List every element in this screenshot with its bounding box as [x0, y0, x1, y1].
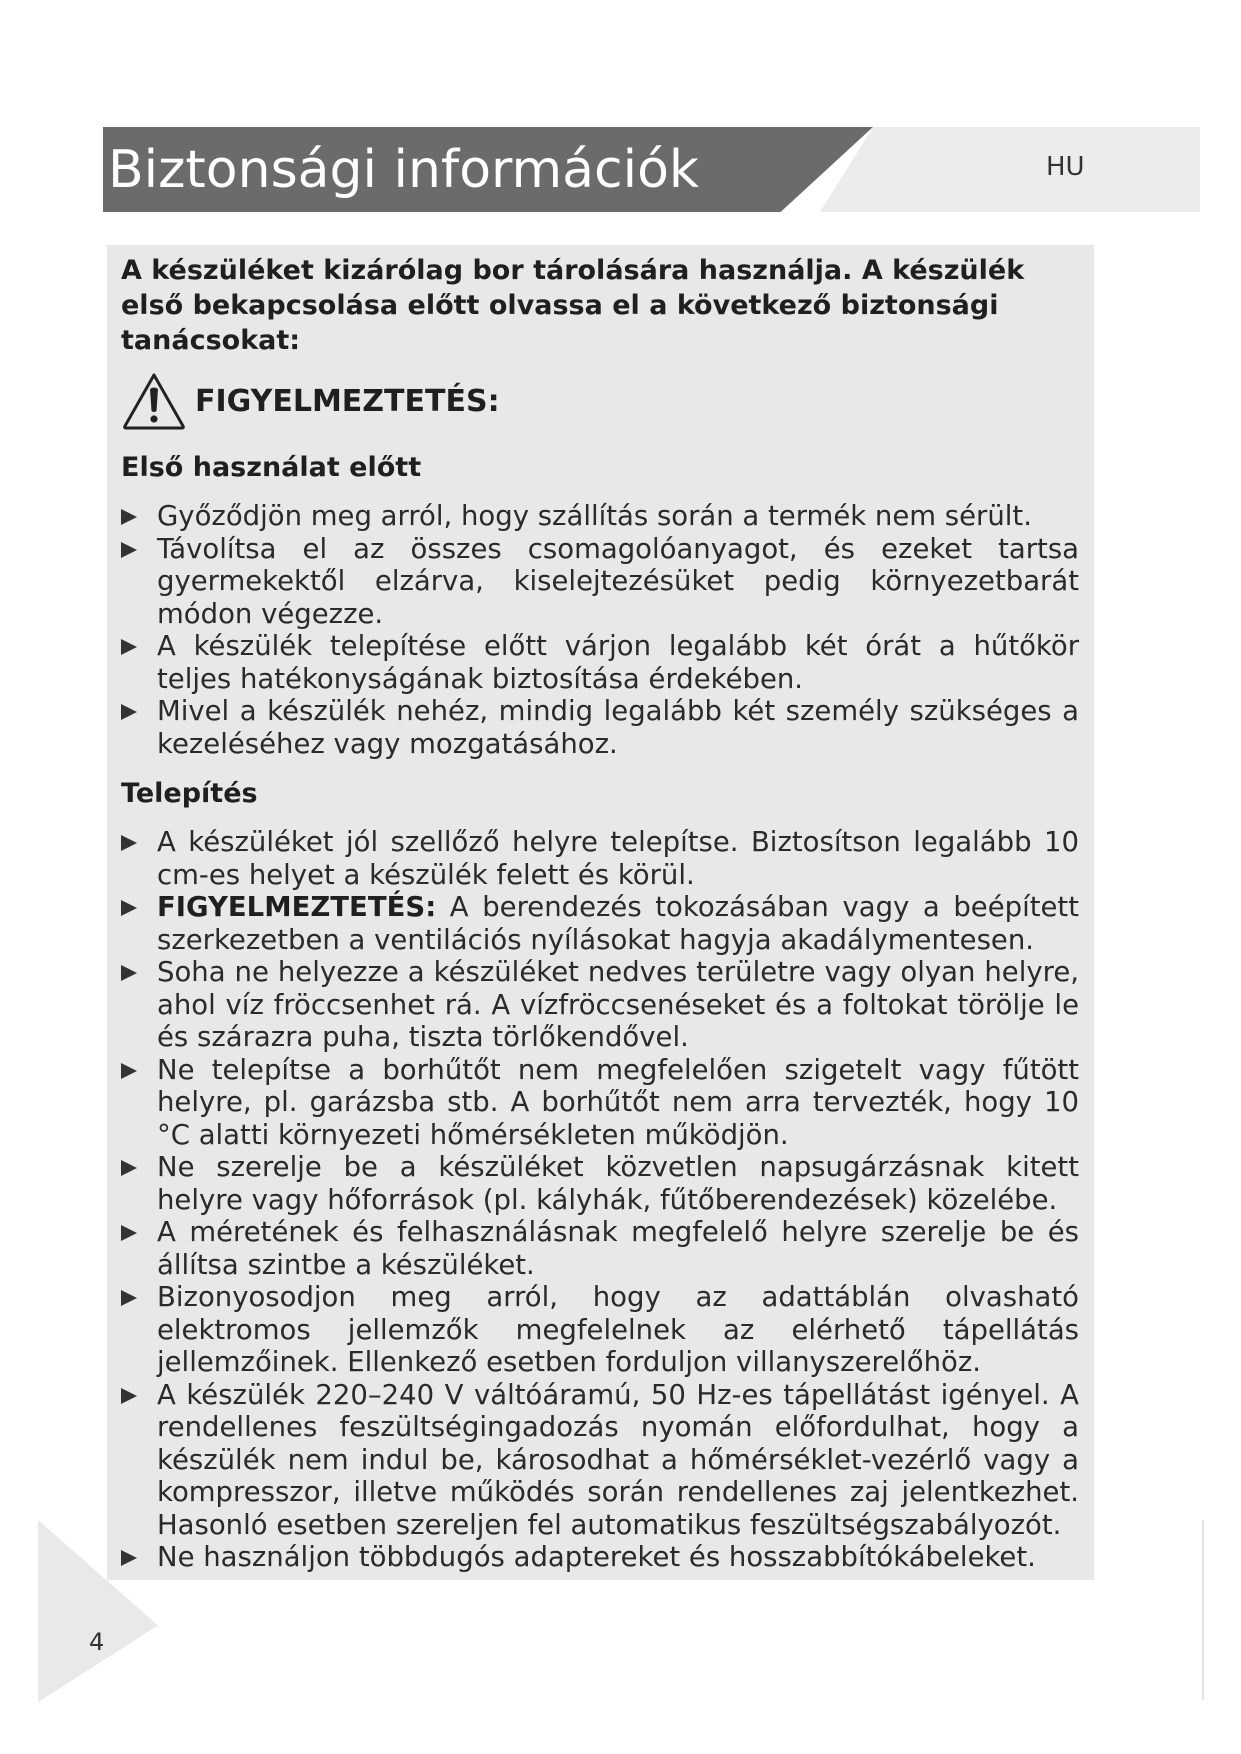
- intro-text: A készüléket kizárólag bor tárolására használja. A készülék első bekapcsolása előtt olvassa el a következő biztonsági tanácsokat:: [121, 255, 1025, 356]
- bullet-arrow-icon: [121, 509, 137, 525]
- list-item: [121, 891, 1079, 956]
- list-item-text: A berendezés tokozásában vagy a beépített szerkezetben a ventilációs nyílásokat hagyja akadálymentesen.: [157, 891, 1079, 956]
- first-use-list: [121, 500, 1079, 760]
- bullet-arrow-icon: [121, 835, 137, 851]
- section-title-installation: Telepítés: [121, 778, 258, 809]
- list-item-text: Ne telepítse a borhűtőt nem megfelelően szigetelt vagy fűtött helyre, pl. garázsba stb. A borhűtőt nem arra tervezték, hogy 10 °C alatti környezeti hőmérsékleten működjön.: [157, 1053, 1079, 1151]
- list-item-text: A méretének és felhasználásnak megfelelő helyre szerelje be és állítsa szintbe a készüléket.: [157, 1216, 1079, 1281]
- list-item: [121, 826, 1079, 891]
- language-code: HU: [1046, 152, 1085, 182]
- section-title-first-use: Első használat előtt: [121, 452, 422, 483]
- list-item: [121, 1216, 1079, 1281]
- bullet-arrow-icon: [121, 1225, 137, 1241]
- list-item-text: Távolítsa el az összes csomagolóanyagot, és ezeket tartsa gyermekektől elzárva, kiselejtezésüket pedig környezetbarát módon végezze.: [157, 532, 1079, 630]
- page-number: 4: [89, 1628, 105, 1656]
- list-item-text: Győződjön meg arról, hogy szállítás során a termék nem sérült.: [157, 500, 1032, 532]
- list-item-text: A készüléket jól szellőző helyre telepítse. Biztosítson legalább 10 cm-es helyet a készülék felett és körül.: [157, 826, 1079, 891]
- list-item: [121, 630, 1079, 695]
- list-item-text: Soha ne helyezze a készüléket nedves területre vagy olyan helyre, ahol víz fröccsenhet rá. A vízfröccsenéseket és a foltokat törölje le és szárazra puha, tiszta törlőkendővel.: [157, 956, 1079, 1053]
- warning-label: FIGYELMEZTETÉS:: [195, 383, 500, 419]
- bullet-arrow-icon: [121, 1388, 137, 1404]
- bullet-arrow-icon: [121, 542, 137, 558]
- bullet-arrow-icon: [121, 1160, 137, 1176]
- bullet-arrow-icon: [121, 704, 137, 720]
- list-item-text: Ne szerelje be a készüléket közvetlen napsugárzásnak kitett helyre vagy hőforrások (pl. kályhák, fűtőberendezések) közelébe.: [157, 1151, 1079, 1216]
- page-title: Biztonsági információk: [108, 140, 699, 200]
- list-item-text: A készülék 220–240 V váltóáramú, 50 Hz-es tápellátást igényel. A rendellenes feszültségingadozás nyomán előfordulhat, hogy a készülék nem indul be, károsodhat a hőmérséklet-vezérlő vagy a kompresszor, illetve működés során rendellenes zaj jelentkezhet. Hasonló esetben szereljen fel automatikus feszültségszabályozót.: [157, 1378, 1079, 1541]
- header-lang-tab: [820, 127, 1200, 212]
- list-item: [121, 956, 1079, 1054]
- list-item-text: A készülék telepítése előtt várjon legalább két órát a hűtőkör teljes hatékonyságának biztosítása érdekében.: [157, 630, 1079, 695]
- list-item: [121, 1379, 1079, 1542]
- bullet-arrow-icon: [121, 965, 137, 981]
- list-item: [121, 1281, 1079, 1379]
- bullet-arrow-icon: [121, 639, 137, 655]
- edge-line: [1202, 1520, 1204, 1700]
- list-item: [121, 1541, 1079, 1574]
- list-item: [121, 500, 1079, 533]
- warning-heading: [121, 366, 1079, 436]
- list-item: [121, 1151, 1079, 1216]
- bullet-arrow-icon: [121, 1290, 137, 1306]
- bullet-arrow-icon: [121, 1550, 137, 1566]
- list-item: [121, 695, 1079, 760]
- list-item-lead: FIGYELMEZTETÉS:: [157, 891, 437, 923]
- warning-triangle-icon: [121, 371, 187, 431]
- list-item-text: Bizonyosodjon meg arról, hogy az adattáblán olvasható elektromos jellemzők megfelelnek az elérhető tápellátás jellemzőinek. Ellenkező esetben forduljon villanyszerelőhöz.: [157, 1281, 1079, 1378]
- list-item: [121, 533, 1079, 631]
- list-item-text: Mivel a készülék nehéz, mindig legalább két személy szükséges a kezeléséhez vagy mozgatásához.: [157, 695, 1079, 760]
- bullet-arrow-icon: [121, 900, 137, 916]
- list-item: [121, 1054, 1079, 1152]
- safety-info-box: [107, 245, 1094, 1580]
- installation-list: [121, 826, 1079, 1574]
- list-item-text: Ne használjon többdugós adaptereket és hosszabbítókábeleket.: [157, 1541, 1036, 1573]
- bullet-arrow-icon: [121, 1063, 137, 1079]
